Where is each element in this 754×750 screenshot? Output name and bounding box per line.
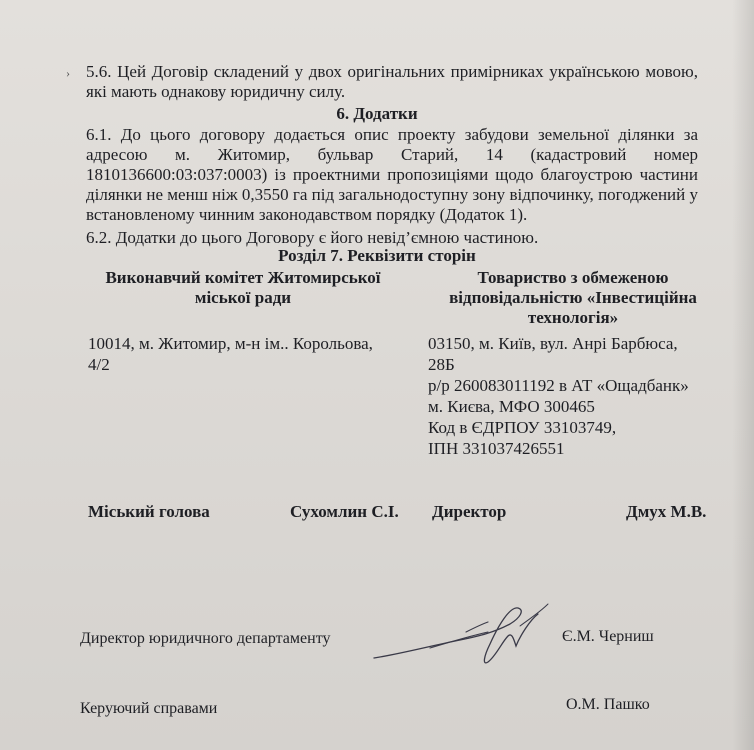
party-left-address: 10014, м. Житомир, м-н ім.. Корольова, 4/2 bbox=[88, 334, 373, 374]
margin-mark: › bbox=[66, 66, 70, 80]
party-left-name: Виконавчий комітет Житомирської міської ради bbox=[105, 268, 381, 307]
clause-5-6: 5.6. Цей Договір складений у двох оригінальних примірниках українською мовою, які мають однакову юридичну силу. bbox=[86, 62, 698, 101]
section-7-title: Розділ 7. Реквізити сторін bbox=[278, 246, 476, 265]
legal-director-role: Директор юридичного департаменту bbox=[80, 630, 331, 647]
party-right-name: Товариство з обмеженою відповідальністю «Інвестиційна технологія» bbox=[449, 268, 697, 327]
clause-6-1: 6.1. До цього договору додається опис проекту забудови земельної ділянки за адресою м. Житомир, бульвар Старий, 14 (кадастровий номер 1810136600:03:037:0003) із проектними пропозиціями щодо благоустрою частини ділянки не менш ніж 0,3550 га під загальнодоступну зону відпочинку, погоджений у встановленому чинним законодавством порядку (Додаток 1). bbox=[86, 125, 698, 224]
section-6-title: 6. Додатки bbox=[336, 104, 418, 123]
director-name: Дмух М.В. bbox=[626, 502, 707, 521]
handwritten-signature bbox=[370, 596, 570, 676]
party-right-details: 03150, м. Київ, вул. Анрі Барбюса, 28Б р/р 260083011192 в АТ «Ощадбанк» м. Києва, МФО 300465 Код в ЄДРПОУ 33103749, ІПН 331037426551 bbox=[428, 334, 689, 458]
affairs-manager-name: О.М. Пашко bbox=[566, 696, 650, 713]
director-role: Директор bbox=[432, 502, 507, 521]
mayor-name: Сухомлин С.І. bbox=[290, 502, 399, 521]
legal-director-name: Є.М. Черниш bbox=[562, 628, 654, 645]
affairs-manager-role: Керуючий справами bbox=[80, 700, 218, 717]
mayor-role: Міський голова bbox=[88, 502, 210, 521]
clause-6-2: 6.2. Додатки до цього Договору є його невід’ємною частиною. bbox=[86, 228, 539, 247]
